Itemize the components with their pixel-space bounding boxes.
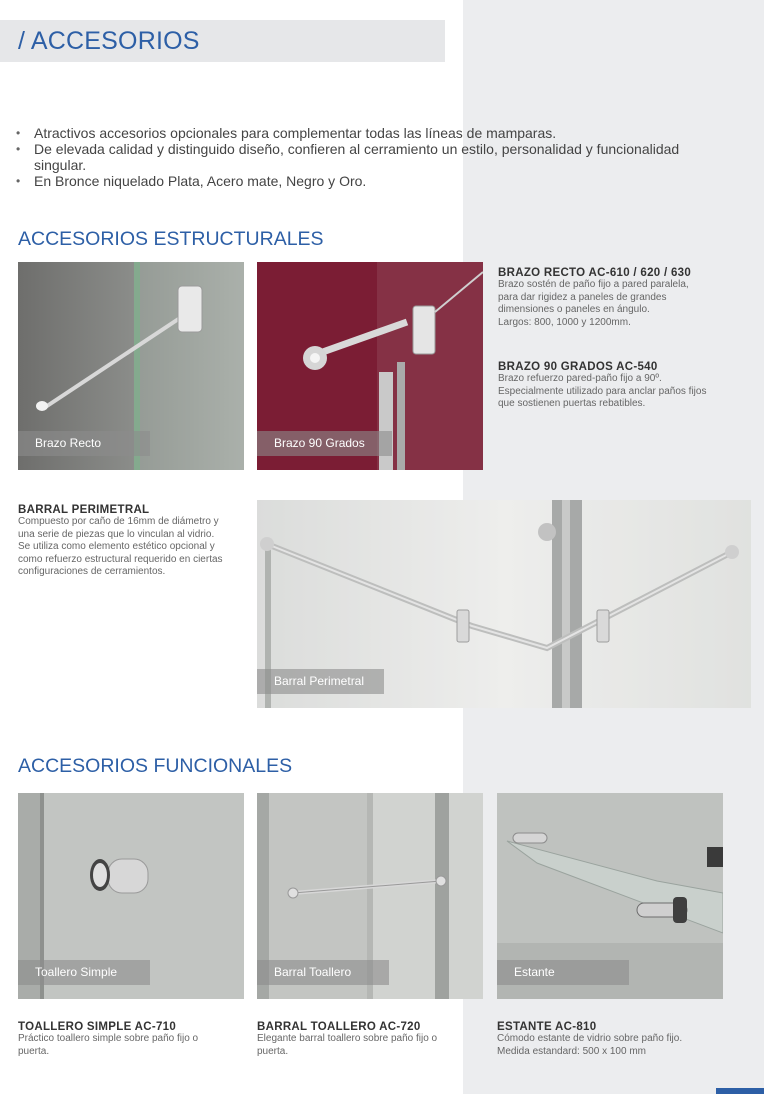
product-title: BRAZO RECTO AC-610 / 620 / 630	[498, 267, 692, 279]
product-desc-line: puerta.	[18, 1045, 50, 1057]
page-title: / ACCESORIOS	[18, 27, 200, 55]
product-title: TOALLERO SIMPLE AC-710	[18, 1021, 177, 1033]
product-desc-line: Brazo refuerzo pared-paño fijo a 90º.	[498, 373, 662, 384]
product-barral-toallero	[257, 1021, 487, 1058]
product-desc-line: Práctico toallero simple sobre paño fijo o	[18, 1033, 199, 1044]
product-desc	[497, 1033, 742, 1058]
product-desc-line: que sostienen puertas rebatibles.	[498, 398, 646, 409]
product-title: BRAZO 90 GRADOS AC-540	[498, 361, 658, 373]
photo-caption: Barral Perimetral	[257, 669, 384, 694]
intro-item: • Atractivos accesorios opcionales para complementar todas las líneas de mamparas.	[16, 125, 696, 141]
product-desc-line: Elegante barral toallero sobre paño fijo o	[257, 1033, 438, 1044]
product-desc	[498, 279, 748, 329]
product-desc-line: Brazo sostén de paño fijo a pared paralela,	[498, 279, 689, 290]
product-title: ESTANTE AC-810	[497, 1021, 597, 1033]
photo-brazo-recto	[18, 262, 244, 470]
section-heading-funcionales: ACCESORIOS FUNCIONALES	[18, 755, 293, 777]
product-desc-line: dimensiones o paneles en ángulo.	[498, 304, 650, 315]
product-toallero-simple	[18, 1021, 248, 1058]
product-desc	[257, 1033, 487, 1058]
product-brazo-90	[498, 361, 748, 411]
photo-caption: Brazo Recto	[18, 431, 150, 456]
product-desc-line: una serie de piezas que lo vinculan al vidrio.	[18, 528, 215, 540]
photo-caption: Toallero Simple	[18, 960, 150, 985]
product-desc-line: Largos: 800, 1000 y 1200mm.	[498, 316, 631, 328]
intro-list	[16, 125, 696, 189]
section-heading-estructurales: ACCESORIOS ESTRUCTURALES	[18, 228, 324, 250]
photo-caption: Barral Toallero	[257, 960, 389, 985]
page-corner-tab	[716, 1088, 764, 1094]
product-title: BARRAL PERIMETRAL	[18, 504, 150, 516]
photo-caption: Brazo 90 Grados	[257, 431, 392, 456]
product-desc-line: Se utiliza como elemento estético opcional y	[18, 541, 215, 552]
photo-toallero-simple	[18, 793, 244, 999]
product-brazo-recto	[498, 267, 748, 329]
product-desc	[18, 1033, 248, 1058]
photo-caption: Estante	[497, 960, 629, 985]
product-estante	[497, 1021, 742, 1058]
product-barral-perimetral	[18, 504, 253, 579]
product-desc-line: puerta.	[257, 1045, 289, 1057]
product-desc-line: para dar rigidez a paneles de grandes	[498, 291, 667, 303]
product-title: BARRAL TOALLERO AC-720	[257, 1021, 421, 1033]
photo-brazo-90	[257, 262, 483, 470]
product-desc-line: Medida estandard: 500 x 100 mm	[497, 1045, 646, 1057]
product-desc	[18, 516, 253, 579]
product-desc-line: como refuerzo estructural requerido en ciertas	[18, 553, 223, 565]
product-desc-line: configuraciones de cerramientos.	[18, 566, 166, 577]
photo-barral-toallero	[257, 793, 483, 999]
product-desc	[498, 373, 748, 411]
product-desc-line: Cómodo estante de vidrio sobre paño fijo.	[497, 1033, 683, 1044]
photo-estante	[497, 793, 723, 999]
intro-item: • De elevada calidad y distinguido diseño, confieren al cerramiento un estilo, personalidad y funcionalidad singular.	[16, 141, 696, 173]
photo-barral-perimetral	[257, 500, 751, 708]
product-desc-line: Especialmente utilizado para anclar paños fijos	[498, 385, 707, 397]
product-desc-line: Compuesto por caño de 16mm de diámetro y	[18, 516, 219, 527]
intro-item: • En Bronce niquelado Plata, Acero mate, Negro y Oro.	[16, 173, 696, 189]
